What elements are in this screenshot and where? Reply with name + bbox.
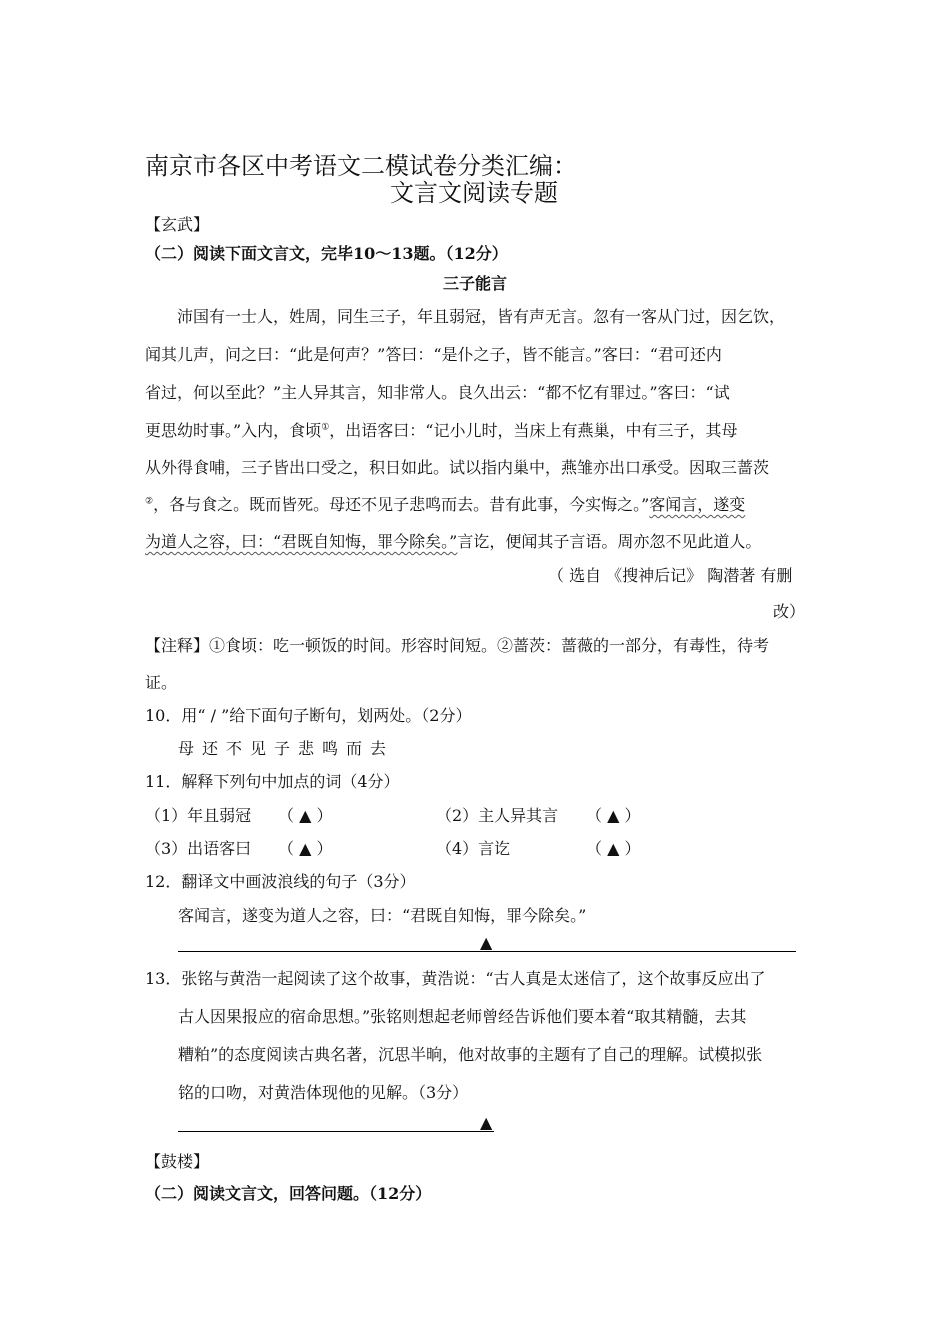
passage-line [145,492,745,515]
q11-item-label: （4）言讫 [436,839,511,858]
q11-answer-blank[interactable]: （ ▲ ） [278,806,333,825]
q11-item-label: （3）出语客曰 [145,839,252,858]
question-13: 13．张铭与黄浩一起阅读了这个故事，黄浩说：“古人真是太迷信了，这个故事反应出了 [145,969,766,988]
passage-title: 三子能言 [443,274,508,293]
annotation-note-cont: 证。 [145,673,178,692]
q11-answer-blank[interactable]: （ ▲ ） [586,839,641,858]
answer-line[interactable] [178,1131,494,1132]
passage-text: ，出语客曰：“记小儿时，当床上有燕巢，中有三子，其母 [329,421,738,440]
section-instruction: （二）阅读下面文言文，完毕10～13题。（12分） [145,244,508,263]
district-label-xuanwu: 【玄武】 [145,215,210,234]
wavy-underlined-text: 为道人之容，曰：“君既自知悔，罪今除矣。” [145,532,458,551]
footnote-marker: ② [145,496,154,507]
passage-line [145,418,737,441]
district-label-gulou: 【鼓楼】 [145,1152,210,1171]
source-citation: （ 选自 《搜神后记》 陶潜著 有删 [548,566,793,585]
passage-line: 从外得食哺，三子皆出口受之，积日如此。试以指内巢中，燕雏亦出口承受。因取三蔷茨 [145,458,770,477]
question-12: 12．翻译文中画波浪线的句子（3分） [145,872,416,891]
passage-text: 更思幼时事。”入内，食顷 [145,421,322,440]
source-citation-cont: 改） [773,602,806,621]
annotation-note: 【注释】①食顷：吃一顿饭的时间。形容时间短。②蔷茨：蔷薇的一部分，有毒性，待考 [145,636,770,655]
wavy-underlined-text: 客闻言，遂变 [649,495,746,514]
q11-answer-blank[interactable]: （ ▲ ） [278,839,333,858]
section-instruction: （二）阅读文言文，回答问题。（12分） [145,1184,432,1203]
footnote-marker: ① [321,422,330,433]
passage-line: 闻其儿声，问之曰：“此是何声？”答曰：“是仆之子，皆不能言。”客曰：“君可还内 [145,345,722,364]
passage-line: 省过，何以至此？”主人异其言，知非常人。良久出云：“都不忆有罪过。”客曰：“试 [145,383,730,402]
doc-title-line1: 南京市各区中考语文二模试卷分类汇编： [145,152,577,180]
q11-item-label: （2）主人异其言 [436,806,559,825]
answer-line[interactable] [178,951,796,952]
q11-item-label: （1）年且弱冠 [145,806,252,825]
question-11: 11．解释下列句中加点的词（4分） [145,772,400,791]
question-10: 10．用“ / ”给下面句子断句，划两处。（2分） [145,706,472,725]
question-10-sentence: 母还不见子悲鸣而去 [178,739,395,758]
doc-title-line2: 文言文阅读专题 [390,179,558,207]
passage-text: 言讫，便闻其子言语。周亦忽不见此道人。 [457,532,762,551]
passage-text: ，各与食之。既而皆死。母还不见子悲鸣而去。昔有此事，今实悔之。” [153,495,650,514]
passage-line [145,529,761,552]
answer-mark: ▲ [480,1113,493,1132]
passage-line: 沛国有一士人，姓周，同生三子，年且弱冠，皆有声无言。忽有一客从门过，因乞饮， [177,307,786,326]
q11-answer-blank[interactable]: （ ▲ ） [586,806,641,825]
answer-mark: ▲ [480,933,493,952]
question-13-cont: 古人因果报应的宿命思想。”张铭则想起老师曾经告诉他们要本着“取其精髓，去其 [178,1007,747,1026]
question-12-sentence: 客闻言，遂变为道人之容，曰：“君既自知悔，罪今除矣。” [178,906,587,925]
question-13-cont: 铭的口吻，对黄浩体现他的见解。（3分） [178,1083,469,1102]
question-13-cont: 糟粕”的态度阅读古典名著，沉思半晌，他对故事的主题有了自己的理解。试模拟张 [178,1045,763,1064]
